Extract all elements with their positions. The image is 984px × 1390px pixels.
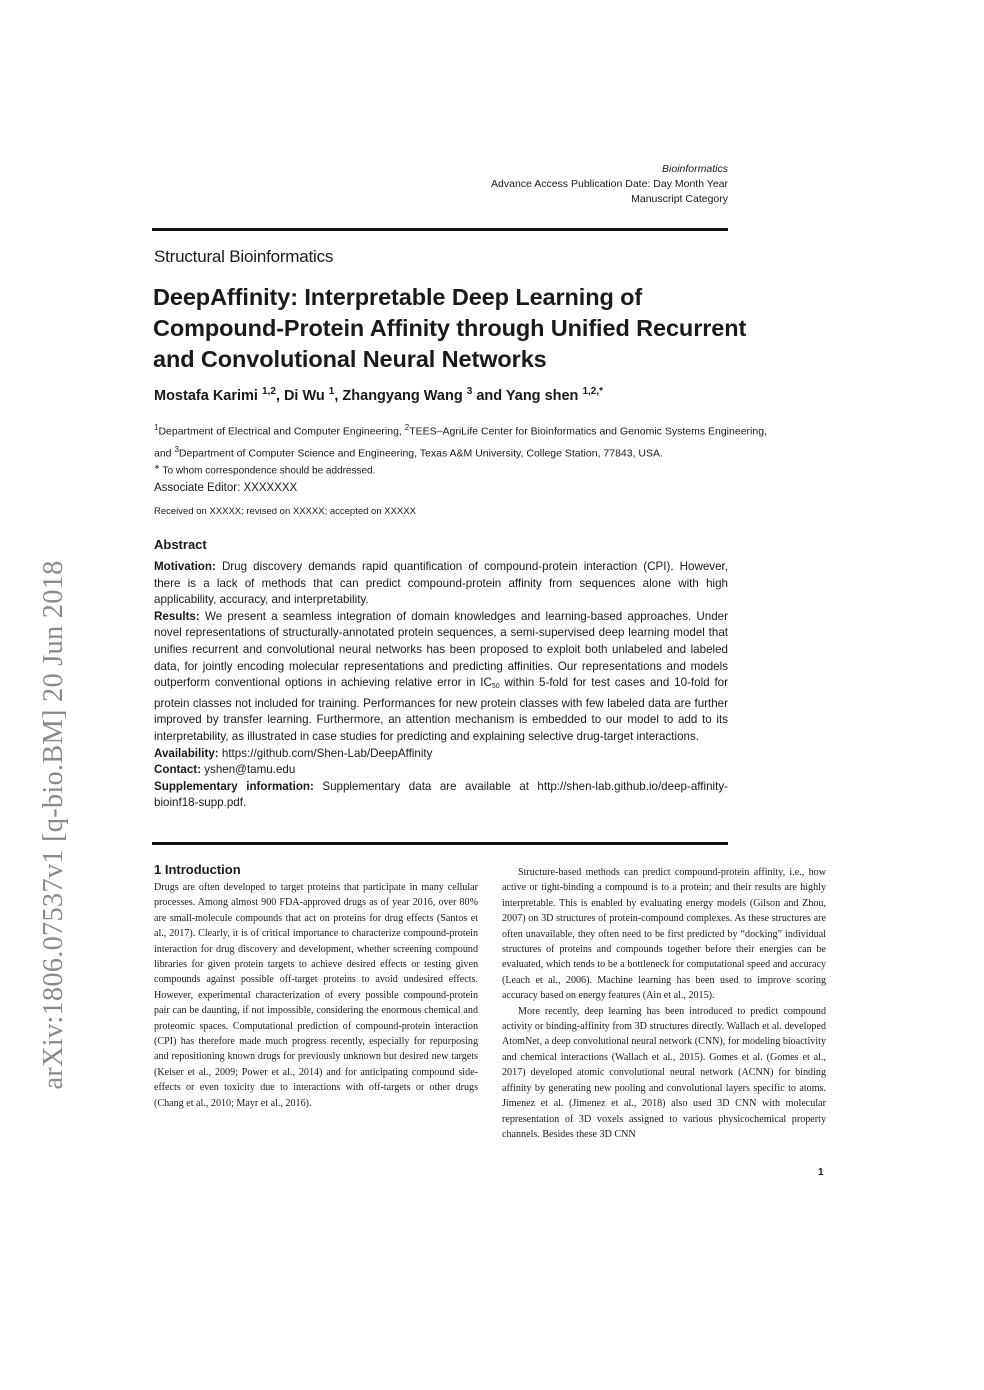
- affiliation-mark: 3: [174, 444, 179, 454]
- affiliation-2: TEES–AgriLife Center for Bioinformatics and Genomic Systems Engineering,: [409, 425, 767, 438]
- supplementary-label: Supplementary information:: [154, 779, 314, 793]
- correspondence-mark: ∗: [154, 464, 160, 471]
- intro-paragraph: More recently, deep learning has been introduced to predict compound activity or binding-affinity from 3D structures directly. Wallach et al. developed AtomNet, a deep convolutional neural network (CNN), for modeling bioactivity and chemical interactions (Wallach et al., 2015). Gomes et al. (Gomes et al., 2017) developed atomic convolutional neural network (ACNN) for binding affinity by generating new pooling and convolutional layers specific to atoms. Jimenez et al. (Jimenez et al., 2018) also used 3D CNN with molecular representation of 3D voxels assigned to various physicochemical property channels. Besides these 3D CNN: [502, 1005, 826, 1140]
- abstract-supplementary: [154, 779, 728, 812]
- author-name: Zhangyang Wang: [342, 387, 463, 404]
- section-category: Structural Bioinformatics: [154, 247, 334, 266]
- author-list: [154, 386, 603, 404]
- affiliation-3: Department of Computer Science and Engineering, Texas A&M University, College Station, 77843, USA.: [178, 447, 663, 459]
- abstract-rule: [152, 842, 728, 845]
- author-name: Di Wu: [283, 387, 325, 404]
- affiliations: [154, 419, 774, 462]
- publication-date: Advance Access Publication Date: Day Month Year: [491, 178, 728, 190]
- page-number: 1: [818, 1167, 824, 1178]
- abstract-motivation: [154, 559, 728, 609]
- motivation-label: Motivation:: [154, 560, 216, 573]
- abstract-body: [154, 559, 728, 812]
- supplementary-text: Supplementary data are available at http://shen-lab.github.io/deep-affinity-bioinf18-supp.pdf.: [154, 779, 728, 810]
- paper-title: DeepAffinity: Interpretable Deep Learning of Compound-Protein Affinity through Unified Recurrent and Convolutional Neural Networks: [153, 284, 747, 372]
- results-label: Results:: [154, 609, 200, 623]
- arxiv-stamp-text: arXiv:1806.07537v1 [q-bio.BM] 20 Jun 2018: [38, 560, 69, 1090]
- manuscript-category: Manuscript Category: [631, 193, 728, 205]
- intro-right-column: [502, 865, 826, 1142]
- intro-paragraph: Drugs are often developed to target proteins that participate in many cellular processes. Among almost 900 FDA-approved drugs as of year 2016, over 80% are small-molecule compounds that act on proteins for drug effects (Santos et al., 2017). Clearly, it is of critical importance to characterize compound-protein interaction for drug discovery and development, whether screening compound libraries for given protein targets to achieve desired effects or testing given compounds against possible off-target proteins to avoid undesired effects. However, experimental characterization of every possible compound-protein pair can be daunting, if not impossible, considering the enormous chemical and proteomic spaces. Computational prediction of compound-protein interaction (CPI) has therefore made much progress recently, especially for repurposing and repositioning known drugs for previously unknown but desired new targets (Keiser et al., 2009; Power et al., 2014) and for anticipating compound side-effects or even toxicity due to interactions with off-targets or other drugs (Chang et al., 2010; Mayr et al., 2016).: [154, 882, 478, 1109]
- abstract-contact: [154, 762, 728, 779]
- contact-email[interactable]: yshen@tamu.edu: [204, 763, 296, 777]
- contact-label: Contact:: [154, 763, 202, 777]
- author-affiliation: 1: [328, 386, 335, 397]
- author-affiliation: 3: [466, 386, 473, 397]
- author-affiliation: 1,2: [261, 386, 276, 397]
- motivation-text: Drug discovery demands rapid quantification of compound-protein interaction (CPI). However, there is a lack of methods that can predict compound-protein affinity from sequences alone with high applicability, accuracy, and interpretability.: [154, 560, 728, 607]
- correspondence-text: To whom correspondence should be addressed.: [162, 465, 376, 477]
- journal-name: Bioinformatics: [662, 163, 728, 175]
- author-name: Mostafa Karimi: [154, 387, 258, 404]
- correspondence-note: [154, 463, 375, 476]
- abstract-heading: Abstract: [154, 537, 207, 552]
- abstract-results: [154, 609, 728, 746]
- received-dates: Received on XXXXX; revised on XXXXX; accepted on XXXXX: [154, 506, 416, 517]
- associate-editor: Associate Editor: XXXXXXX: [154, 482, 298, 494]
- author-separator: ,: [275, 387, 284, 404]
- availability-link[interactable]: https://github.com/Shen-Lab/DeepAffinity: [221, 746, 433, 760]
- affiliation-conjunction: and: [154, 447, 172, 459]
- abstract-availability: [154, 746, 728, 763]
- results-text-cont: within 5-fold for test cases and 10-fold for protein classes not included for training. Performances for new protein classes with few labeled data are further improved by transfer learning. Furthermore, an attention mechanism is embedded to our model to add to its interpretability, as illustrated in case studies for predicting and explaining selective drug-target interactions.: [154, 676, 728, 743]
- author-name: Yang shen: [505, 387, 579, 404]
- availability-label: Availability:: [154, 746, 219, 760]
- journal-header: [491, 162, 728, 207]
- arxiv-stamp: [34, 560, 74, 1090]
- results-text: We present a seamless integration of domain knowledges and learning-based approaches. Under novel representations of structurally-annotated protein sequences, a semi-supervised deep learning model that unifies recurrent and convolutional neural networks has been proposed to exploit both unlabeled and labeled data, for jointly encoding molecular representations and predicting affinities. Our representations and models outperform conventional options in achieving relative error in IC: [154, 609, 728, 690]
- ic50-subscript: 50: [491, 683, 500, 691]
- affiliation-mark: 1: [154, 423, 159, 432]
- header-rule: [152, 228, 728, 231]
- author-affiliation: 1,2,*: [582, 386, 604, 397]
- intro-left-column: [154, 880, 478, 1111]
- affiliation-mark: 2: [404, 423, 410, 432]
- author-separator: and: [472, 387, 506, 404]
- intro-paragraph: Structure-based methods can predict compound-protein affinity, i.e., how active or tight-binding a compound is to a protein; and their results are highly interpretable. This is enabled by evaluating energy models (Gilson and Zhou, 2007) on 3D structures of protein-compound complexes. As these structures are often unavailable, they often need to be first predicted by “docking” individual structures of proteins and compounds together before their energies can be evaluated, which tends to be a bottleneck for computational speed and accuracy (Leach et al., 2006). Machine learning has been used to improve scoring accuracy based on energy features (Ain et al., 2015).: [502, 867, 826, 1002]
- affiliation-1: Department of Electrical and Computer Engineering,: [158, 425, 402, 438]
- author-separator: ,: [334, 387, 343, 404]
- intro-heading: 1 Introduction: [154, 862, 241, 877]
